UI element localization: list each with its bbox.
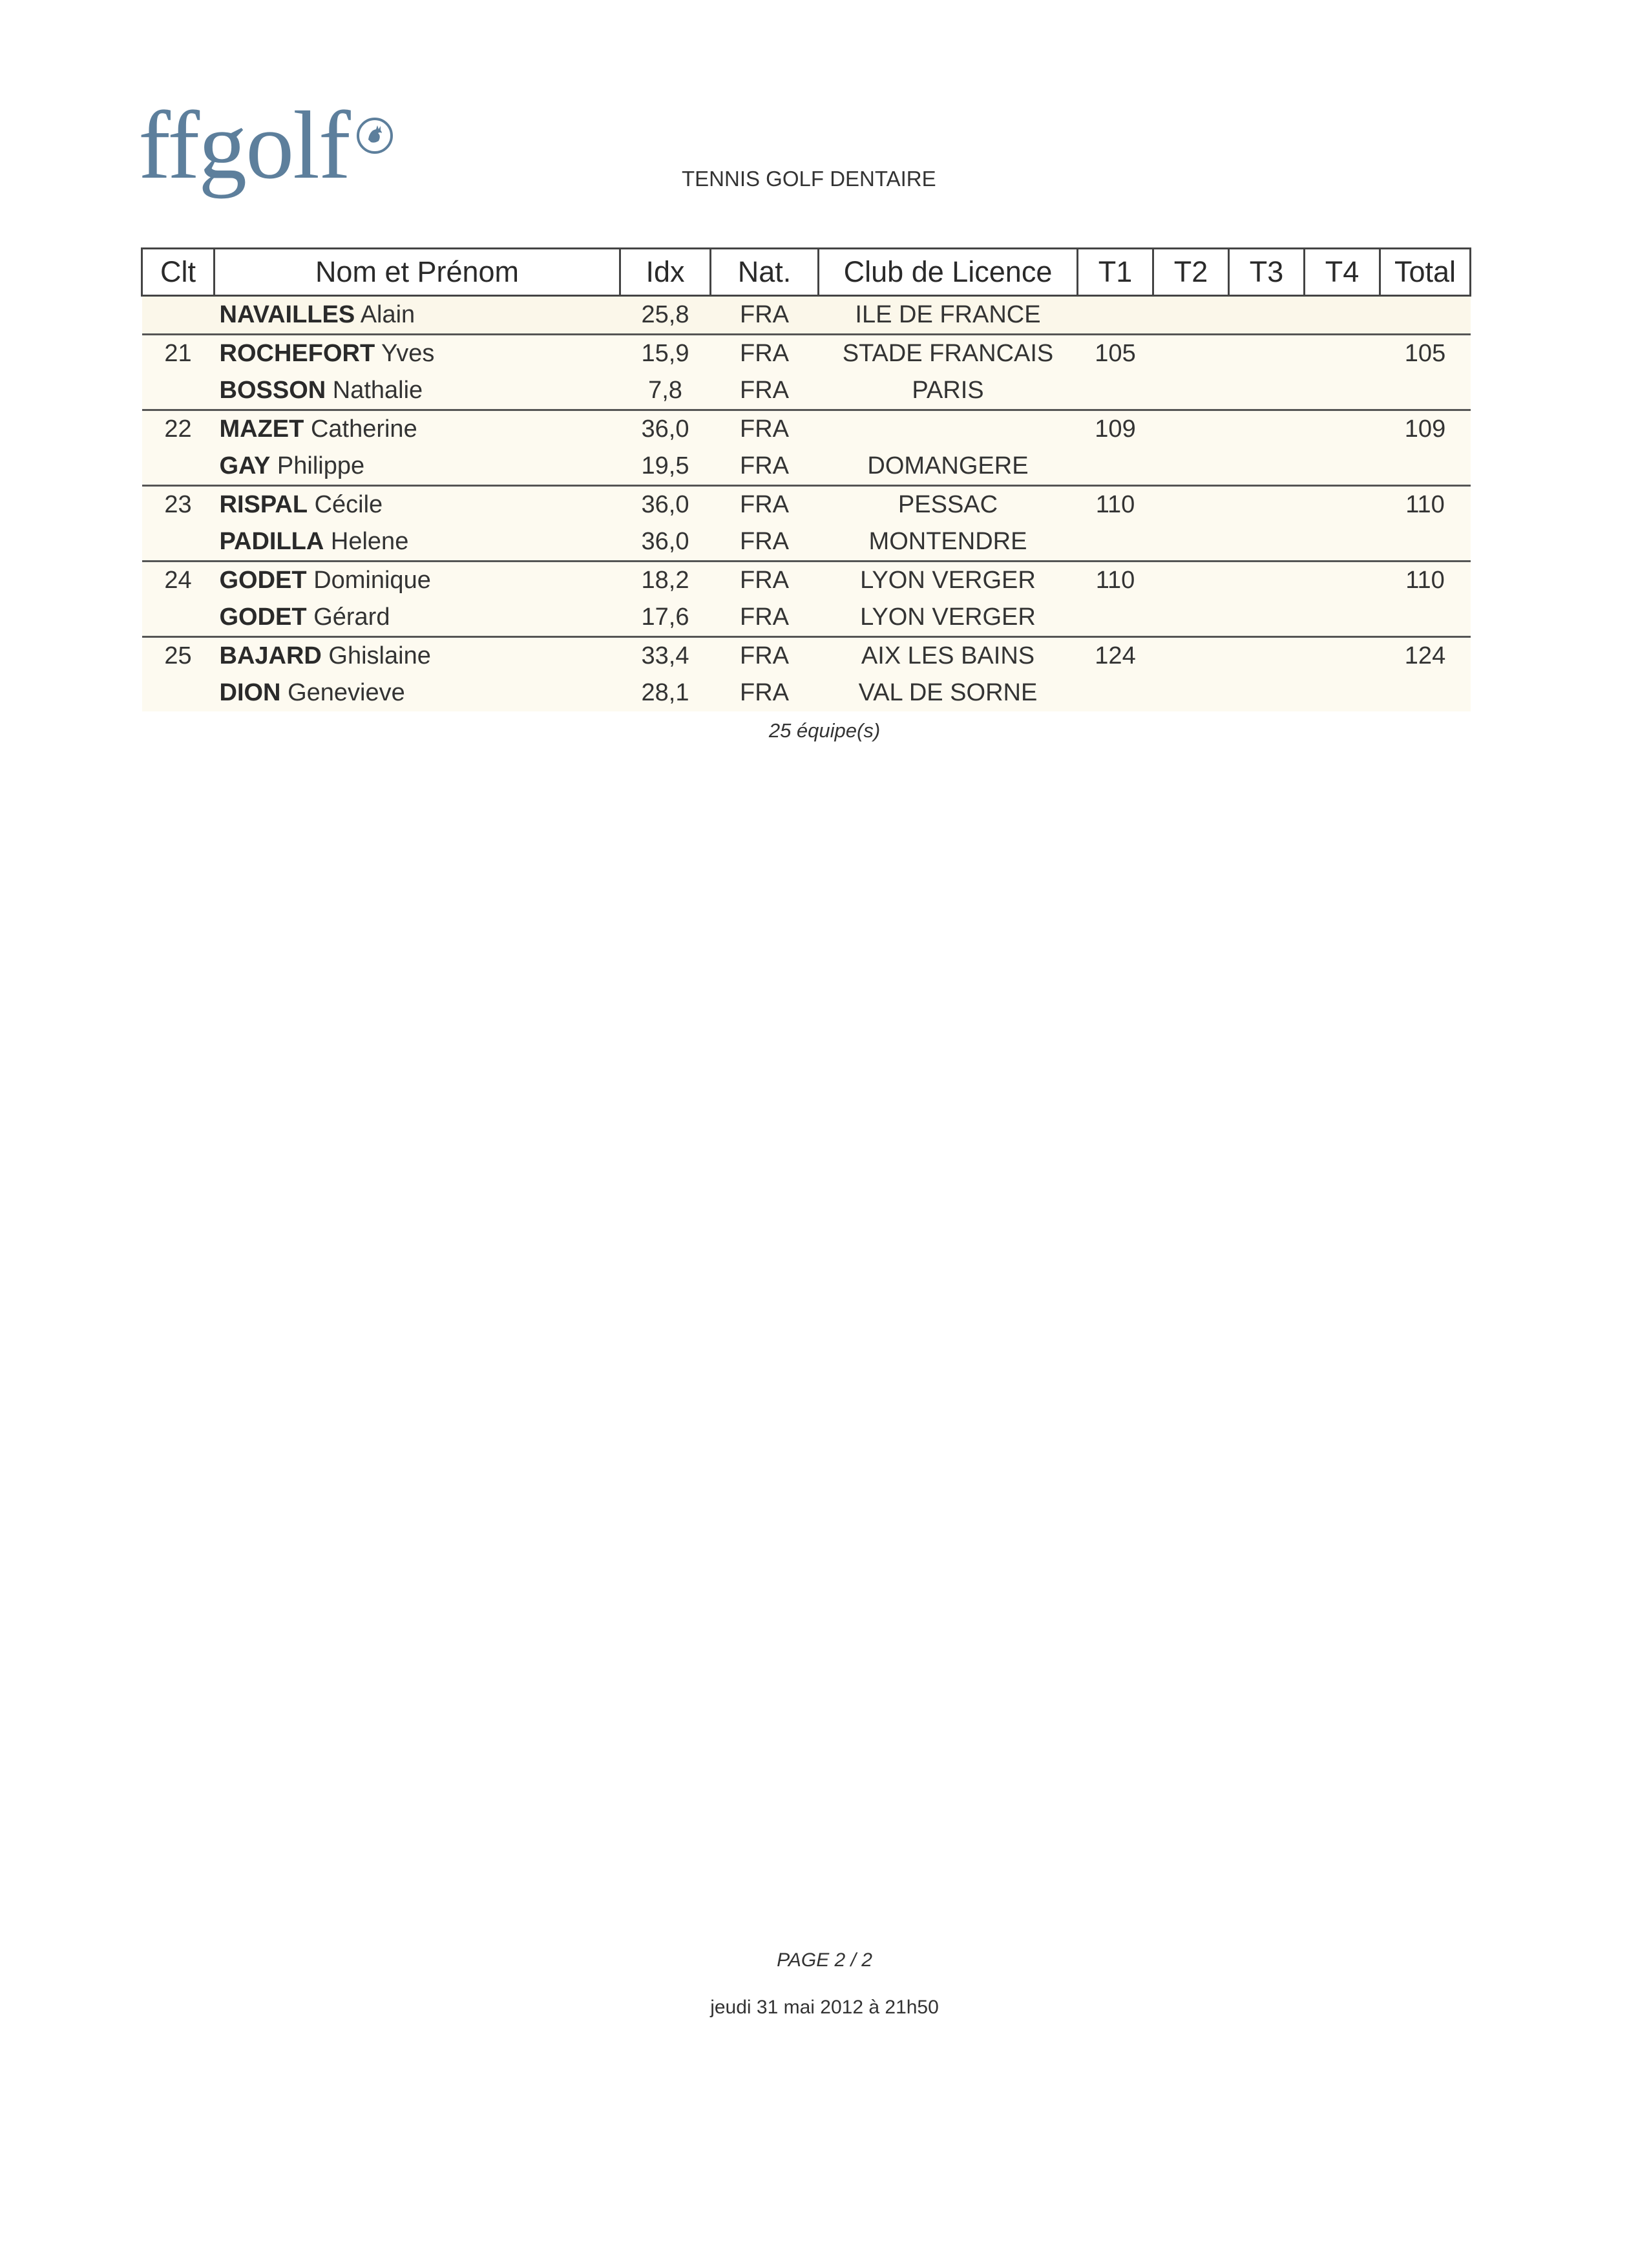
- player-name-cell: [215, 486, 620, 524]
- player-name-cell: [215, 410, 620, 448]
- nationality-cell: FRA: [711, 675, 819, 711]
- index-cell: 17,6: [620, 599, 711, 637]
- round1-cell: [1078, 675, 1153, 711]
- player-first-name: Alain: [360, 301, 415, 328]
- club-cell: STADE FRANCAIS: [819, 335, 1078, 373]
- nationality-cell: FRA: [711, 335, 819, 373]
- rank-cell: 22: [142, 410, 215, 448]
- ffgolf-logo: ffgolf: [138, 92, 350, 199]
- column-header-idx: Idx: [620, 249, 711, 296]
- player-last-name: GODET: [219, 604, 307, 631]
- club-cell: PARIS: [819, 372, 1078, 410]
- player-last-name: NAVAILLES: [219, 301, 355, 328]
- nationality-cell: FRA: [711, 448, 819, 486]
- player-first-name: Catherine: [310, 415, 417, 443]
- player-name-cell: [215, 675, 620, 711]
- total-cell: [1380, 599, 1471, 637]
- round2-cell: [1153, 296, 1229, 335]
- player-last-name: MAZET: [219, 415, 304, 443]
- column-header-name: Nom et Prénom: [215, 249, 620, 296]
- table-row: [142, 335, 1471, 373]
- rank-cell: 21: [142, 335, 215, 373]
- round4-cell: [1305, 448, 1380, 486]
- player-name-cell: [215, 599, 620, 637]
- table-row: [142, 675, 1471, 711]
- table-row: [142, 296, 1471, 335]
- index-cell: 25,8: [620, 296, 711, 335]
- index-cell: 33,4: [620, 637, 711, 675]
- index-cell: 7,8: [620, 372, 711, 410]
- round3-cell: [1229, 675, 1305, 711]
- player-first-name: Yves: [381, 340, 435, 367]
- player-last-name: DION: [219, 679, 281, 706]
- registered-rooster-icon: [355, 116, 394, 155]
- nationality-cell: FRA: [711, 372, 819, 410]
- round2-cell: [1153, 486, 1229, 524]
- index-cell: 19,5: [620, 448, 711, 486]
- round4-cell: [1305, 372, 1380, 410]
- nationality-cell: FRA: [711, 523, 819, 562]
- table-row: [142, 562, 1471, 600]
- club-cell: [819, 410, 1078, 448]
- round4-cell: [1305, 523, 1380, 562]
- rank-cell: [142, 599, 215, 637]
- round1-cell: 105: [1078, 335, 1153, 373]
- column-header-clt: Clt: [142, 249, 215, 296]
- player-first-name: Gérard: [313, 604, 390, 631]
- round2-cell: [1153, 523, 1229, 562]
- total-cell: [1380, 448, 1471, 486]
- player-last-name: BOSSON: [219, 377, 326, 404]
- total-cell: [1380, 675, 1471, 711]
- nationality-cell: FRA: [711, 562, 819, 600]
- player-last-name: GODET: [219, 567, 307, 594]
- total-cell: [1380, 296, 1471, 335]
- nationality-cell: FRA: [711, 637, 819, 675]
- index-cell: 28,1: [620, 675, 711, 711]
- column-header-nat: Nat.: [711, 249, 819, 296]
- nationality-cell: FRA: [711, 410, 819, 448]
- index-cell: 36,0: [620, 486, 711, 524]
- round2-cell: [1153, 410, 1229, 448]
- club-cell: DOMANGERE: [819, 448, 1078, 486]
- round1-cell: 109: [1078, 410, 1153, 448]
- round3-cell: [1229, 562, 1305, 600]
- index-cell: 36,0: [620, 410, 711, 448]
- print-date: jeudi 31 mai 2012 à 21h50: [710, 1997, 939, 2018]
- round2-cell: [1153, 675, 1229, 711]
- total-cell: 124: [1380, 637, 1471, 675]
- index-cell: 36,0: [620, 523, 711, 562]
- round3-cell: [1229, 637, 1305, 675]
- player-last-name: GAY: [219, 452, 271, 479]
- player-name-cell: [215, 296, 620, 335]
- player-first-name: Helene: [330, 528, 409, 555]
- nationality-cell: FRA: [711, 486, 819, 524]
- round1-cell: 110: [1078, 486, 1153, 524]
- round1-cell: [1078, 599, 1153, 637]
- table-row: [142, 410, 1471, 448]
- round4-cell: [1305, 296, 1380, 335]
- index-cell: 15,9: [620, 335, 711, 373]
- column-header-t1: T1: [1078, 249, 1153, 296]
- round4-cell: [1305, 562, 1380, 600]
- round1-cell: [1078, 372, 1153, 410]
- round4-cell: [1305, 599, 1380, 637]
- player-name-cell: [215, 448, 620, 486]
- total-cell: [1380, 372, 1471, 410]
- player-last-name: BAJARD: [219, 642, 322, 669]
- column-header-t2: T2: [1153, 249, 1229, 296]
- rank-cell: [142, 523, 215, 562]
- round1-cell: [1078, 523, 1153, 562]
- round3-cell: [1229, 335, 1305, 373]
- nationality-cell: FRA: [711, 296, 819, 335]
- player-first-name: Genevieve: [288, 679, 405, 706]
- index-cell: 18,2: [620, 562, 711, 600]
- player-first-name: Nathalie: [332, 377, 423, 404]
- round3-cell: [1229, 448, 1305, 486]
- round4-cell: [1305, 675, 1380, 711]
- page-number: PAGE 2 / 2: [777, 1949, 872, 1971]
- table-row: [142, 637, 1471, 675]
- club-cell: PESSAC: [819, 486, 1078, 524]
- round3-cell: [1229, 486, 1305, 524]
- rank-cell: 23: [142, 486, 215, 524]
- round2-cell: [1153, 448, 1229, 486]
- player-name-cell: [215, 562, 620, 600]
- round3-cell: [1229, 296, 1305, 335]
- player-last-name: PADILLA: [219, 528, 324, 555]
- column-header-total: Total: [1380, 249, 1471, 296]
- table-row: [142, 523, 1471, 562]
- club-cell: LYON VERGER: [819, 562, 1078, 600]
- round4-cell: [1305, 637, 1380, 675]
- total-cell: 110: [1380, 486, 1471, 524]
- player-first-name: Cécile: [314, 491, 383, 518]
- column-header-t4: T4: [1305, 249, 1380, 296]
- player-first-name: Dominique: [313, 567, 431, 594]
- round4-cell: [1305, 335, 1380, 373]
- nationality-cell: FRA: [711, 599, 819, 637]
- column-header-club: Club de Licence: [819, 249, 1078, 296]
- player-name-cell: [215, 523, 620, 562]
- club-cell: LYON VERGER: [819, 599, 1078, 637]
- player-last-name: ROCHEFORT: [219, 340, 375, 367]
- table-row: [142, 448, 1471, 486]
- table-row: [142, 372, 1471, 410]
- rank-cell: [142, 675, 215, 711]
- round1-cell: 124: [1078, 637, 1153, 675]
- round3-cell: [1229, 372, 1305, 410]
- round3-cell: [1229, 410, 1305, 448]
- total-cell: 110: [1380, 562, 1471, 600]
- results-table: [141, 247, 1471, 711]
- round4-cell: [1305, 486, 1380, 524]
- teams-count: 25 équipe(s): [768, 719, 881, 742]
- player-last-name: RISPAL: [219, 491, 308, 518]
- player-name-cell: [215, 637, 620, 675]
- club-cell: AIX LES BAINS: [819, 637, 1078, 675]
- round2-cell: [1153, 637, 1229, 675]
- player-first-name: Philippe: [277, 452, 365, 479]
- club-cell: VAL DE SORNE: [819, 675, 1078, 711]
- rank-cell: 25: [142, 637, 215, 675]
- round2-cell: [1153, 599, 1229, 637]
- rank-cell: [142, 372, 215, 410]
- table-row: [142, 599, 1471, 637]
- player-name-cell: [215, 372, 620, 410]
- table-row: [142, 486, 1471, 524]
- round1-cell: [1078, 296, 1153, 335]
- total-cell: 105: [1380, 335, 1471, 373]
- round2-cell: [1153, 372, 1229, 410]
- round4-cell: [1305, 410, 1380, 448]
- rank-cell: [142, 296, 215, 335]
- round2-cell: [1153, 335, 1229, 373]
- round1-cell: [1078, 448, 1153, 486]
- column-header-t3: T3: [1229, 249, 1305, 296]
- event-title: TENNIS GOLF DENTAIRE: [682, 167, 936, 191]
- club-cell: ILE DE FRANCE: [819, 296, 1078, 335]
- rank-cell: [142, 448, 215, 486]
- player-first-name: Ghislaine: [328, 642, 431, 669]
- player-name-cell: [215, 335, 620, 373]
- total-cell: [1380, 523, 1471, 562]
- round3-cell: [1229, 523, 1305, 562]
- total-cell: 109: [1380, 410, 1471, 448]
- round3-cell: [1229, 599, 1305, 637]
- round2-cell: [1153, 562, 1229, 600]
- club-cell: MONTENDRE: [819, 523, 1078, 562]
- rank-cell: 24: [142, 562, 215, 600]
- round1-cell: 110: [1078, 562, 1153, 600]
- table-header-row: [142, 249, 1471, 296]
